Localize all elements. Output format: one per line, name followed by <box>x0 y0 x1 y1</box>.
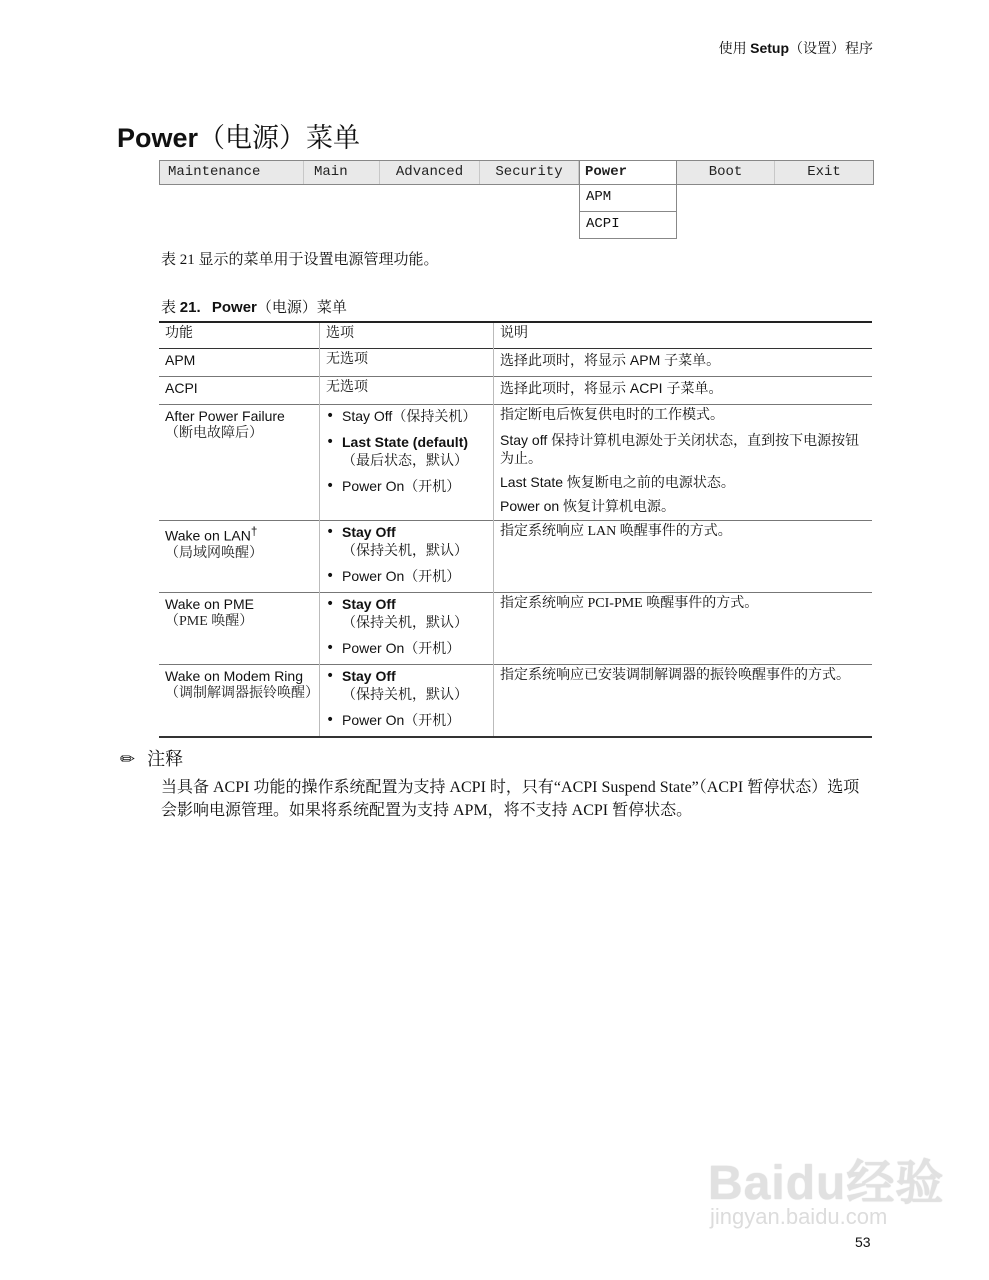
submenu-item-apm[interactable]: APM <box>579 185 677 212</box>
option-item: • Power On（开机） <box>326 478 461 495</box>
table-row <box>159 405 872 521</box>
menu-tab-security[interactable]: Security <box>480 161 579 184</box>
menu-tab-maintenance[interactable]: Maintenance <box>160 161 304 184</box>
header-feature: 功能 <box>165 326 193 341</box>
options-cell <box>320 405 494 521</box>
power-submenu <box>579 185 677 239</box>
menu-tab-advanced[interactable]: Advanced <box>380 161 480 184</box>
baidu-logo: Baidu经验 <box>708 1157 945 1210</box>
description-cell: 指定系统响应 PCI-PME 唤醒事件的方式。 <box>494 593 873 665</box>
options-cell <box>320 665 494 738</box>
menu-tab-main[interactable]: Main <box>304 161 380 184</box>
option-item: • Last State (default) （最后状态，默认） <box>326 434 469 469</box>
option-item: • Power On（开机） <box>326 640 461 657</box>
table-row <box>159 593 872 665</box>
pencil-icon: ✏ <box>120 749 136 770</box>
option-item: • Stay Off （保持关机，默认） <box>326 524 468 559</box>
feature-cell: ACPI <box>165 380 198 396</box>
option-item: • Stay Off （保持关机，默认） <box>326 596 468 631</box>
feature-cell: Wake on PME （PME 唤醒） <box>165 596 254 629</box>
bios-menu-bar <box>159 160 874 185</box>
menu-tab-exit[interactable]: Exit <box>807 164 841 180</box>
options-cell <box>320 521 494 593</box>
option-item: • Power On（开机） <box>326 568 461 585</box>
description-cell: 选择此项时，将显示 ACPI 子菜单。 <box>494 377 873 405</box>
options-cell: 无选项 <box>320 377 494 405</box>
table-header-row <box>159 322 872 349</box>
page-number: 53 <box>855 1234 871 1250</box>
table-row <box>159 521 872 593</box>
options-cell: 无选项 <box>320 349 494 377</box>
table-row <box>159 349 872 377</box>
feature-cell: APM <box>165 352 196 368</box>
watermark-url: jingyan.baidu.com <box>710 1204 888 1229</box>
power-menu-table <box>159 321 872 738</box>
description-cell: 指定断电后恢复供电时的工作模式。 Stay off 保持计算机电源处于关闭状态，直到按下电源按钮为止。 Last State 恢复断电之前的电源状态。 Power on 恢复计算机电源。 <box>494 405 873 521</box>
feature-cell: After Power Failure （断电故障后） <box>165 408 285 441</box>
note-body: 当具备 ACPI 功能的操作系统配置为支持 ACPI 时，只有“ACPI Suspend State”（ACPI 暂停状态）选项会影响电源管理。如果将系统配置为支持 APM，将不支持 ACPI 暂停状态。 <box>161 779 860 819</box>
option-item: • Power On（开机） <box>326 712 461 729</box>
table-row <box>159 665 872 738</box>
header-options: 选项 <box>320 322 494 349</box>
table-caption: 表 21. Power（电源）菜单 <box>161 299 347 316</box>
menu-tab-boot[interactable]: Boot <box>677 161 775 184</box>
note-heading: ✏ 注释 <box>120 749 184 770</box>
description-cell: 指定系统响应已安装调制解调器的振铃唤醒事件的方式。 <box>494 665 873 738</box>
option-item: • Stay Off （保持关机，默认） <box>326 668 468 703</box>
option-item: • Stay Off（保持关机） <box>326 408 477 425</box>
description-cell: 选择此项时，将显示 APM 子菜单。 <box>494 349 873 377</box>
intro-paragraph: 表 21 显示的菜单用于设置电源管理功能。 <box>161 252 439 268</box>
table-row <box>159 377 872 405</box>
page-title: Power（电源）菜单 <box>117 123 361 154</box>
options-cell <box>320 593 494 665</box>
running-header: 使用 Setup（设置）程序 <box>718 40 873 57</box>
dagger-footnote-mark: † <box>250 525 258 538</box>
feature-cell: Wake on Modem Ring （调制解调器振铃唤醒） <box>165 668 319 701</box>
header-description: 说明 <box>494 322 873 349</box>
baidu-watermark <box>700 1140 945 1250</box>
submenu-item-acpi[interactable]: ACPI <box>579 212 677 239</box>
menu-tab-power[interactable]: Power <box>579 161 677 184</box>
feature-cell: Wake on LAN† （局域网唤醒） <box>165 525 263 561</box>
description-cell: 指定系统响应 LAN 唤醒事件的方式。 <box>494 521 873 593</box>
